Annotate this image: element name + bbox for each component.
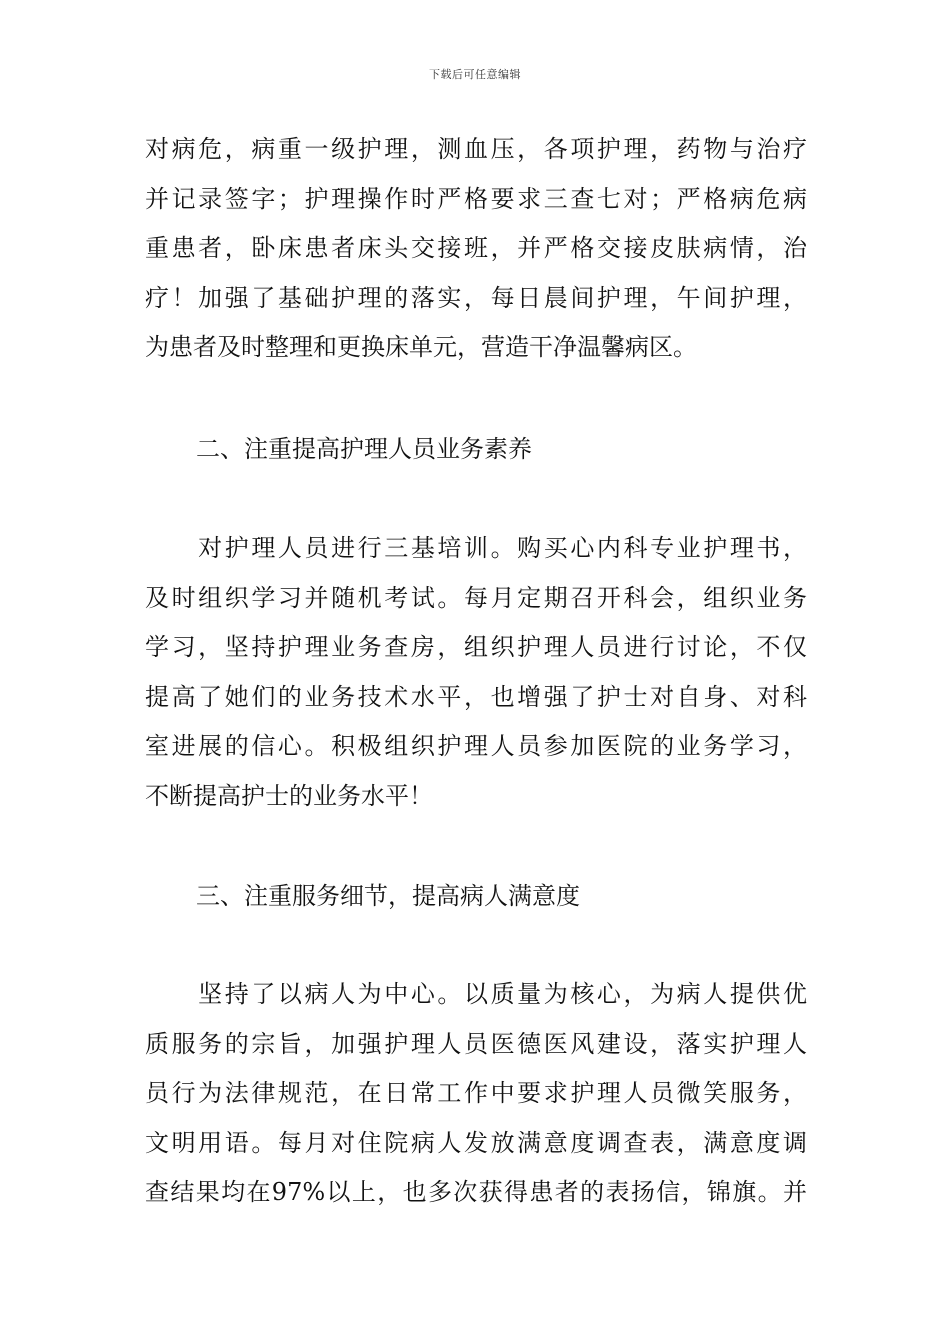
paragraph-1 [145, 125, 807, 373]
header-note: 下载后可任意编辑 [429, 68, 521, 81]
paragraph-line: 疗！加强了基础护理的落实，每日晨间护理，午间护理， [145, 283, 807, 312]
paragraph-line: 对病危，病重一级护理，测血压，各项护理，药物与治疗 [145, 135, 807, 163]
paragraph-3 [145, 970, 807, 1218]
paragraph-line: 学习，坚持护理业务查房，组织护理人员进行讨论，不仅 [145, 633, 807, 661]
paragraph-line: 坚持了以病人为中心。以质量为核心，为病人提供优 [145, 980, 807, 1008]
paragraph-line: 及时组织学习并随机考试。每月定期召开科会，组织业务 [145, 583, 807, 612]
paragraph-line: 查结果均在97%以上，也多次获得患者的表扬信，锦旗。并 [145, 1178, 807, 1206]
paragraph-line: 对护理人员进行三基培训。购买心内科专业护理书， [145, 534, 807, 562]
paragraph-line: 提高了她们的业务技术水平，也增强了护士对自身、对科 [145, 682, 807, 711]
paragraph-2 [145, 524, 807, 821]
section-heading-3: 三、注重服务细节，提高病人满意度 [196, 882, 580, 910]
paragraph-line: 不断提高护士的业务水平！ [145, 781, 433, 810]
paragraph-line: 员行为法律规范，在日常工作中要求护理人员微笑服务， [145, 1079, 807, 1107]
paragraph-line: 为患者及时整理和更换床单元，营造干净温馨病区。 [145, 333, 697, 361]
paragraph-line: 文明用语。每月对住院病人发放满意度调查表，满意度调 [145, 1128, 807, 1157]
paragraph-line: 室进展的信心。积极组织护理人员参加医院的业务学习， [145, 732, 807, 760]
section-heading-2: 二、注重提高护理人员业务素养 [196, 435, 532, 463]
paragraph-line: 重患者，卧床患者床头交接班，并严格交接皮肤病情，治 [145, 234, 807, 262]
paragraph-line: 并记录签字；护理操作时严格要求三查七对；严格病危病 [145, 184, 807, 213]
paragraph-line: 质服务的宗旨，加强护理人员医德医风建设，落实护理人 [145, 1029, 807, 1058]
